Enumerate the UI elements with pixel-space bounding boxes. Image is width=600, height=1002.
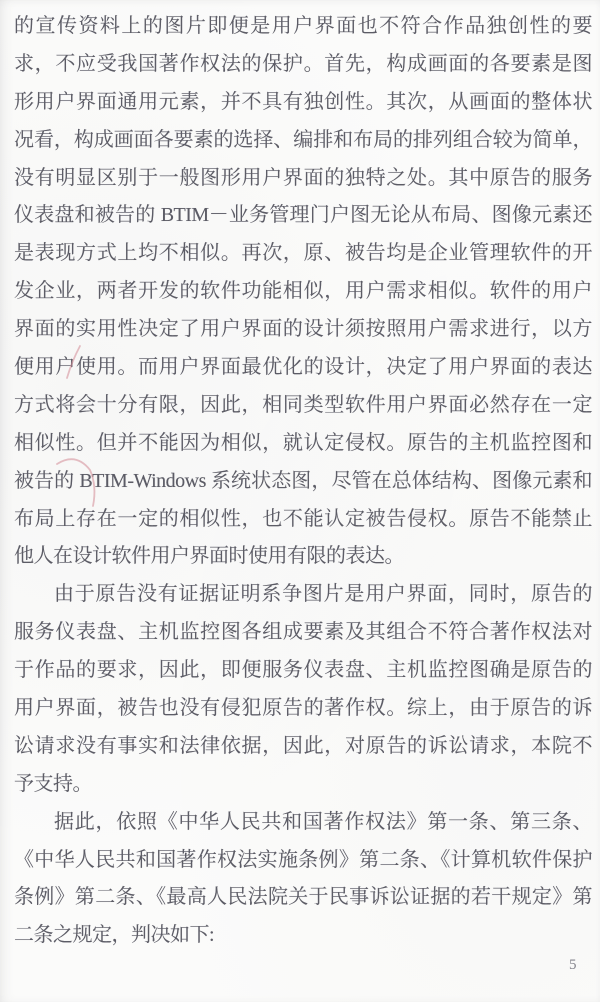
text-line: 方式将会十分有限，因此，相同类型软件用户界面必然存在一定 [14, 393, 592, 416]
text-line: 他人在设计软件用户界面时使用有限的表达。 [14, 545, 404, 568]
judgment-text [14, 8, 592, 955]
text-line: 由于原告没有证据证明系争图片是用户界面，同时，原告的 [54, 583, 592, 606]
text-line: 二条之规定，判决如下: [14, 924, 215, 947]
text-line: 便用户使用。而用户界面最优化的设计，决定了用户界面的表达 [14, 356, 592, 379]
text-line: 界面的实用性决定了用户界面的设计须按照用户需求进行，以方 [14, 318, 592, 341]
text-line: 《中华人民共和国著作权法实施条例》第二条、《计算机软件保护 [14, 848, 592, 871]
text-line: 据此，依照《中华人民共和国著作权法》第一条、第三条、 [54, 810, 592, 833]
page-number: 5 [569, 957, 577, 973]
text-line: 布局上存在一定的相似性，也不能认定被告侵权。原告不能禁止 [14, 507, 592, 530]
text-line: 形用户界面通用元素，并不具有独创性。其次，从画面的整体状 [14, 90, 592, 113]
text-line: 被告的 BTIM-Windows 系统状态图，尽管在总体结构、图像元素和 [14, 469, 592, 492]
text-line: 相似性。但并不能因为相似，就认定侵权。原告的主机监控图和 [14, 431, 592, 454]
text-line: 是表现方式上均不相似。再次，原、被告均是企业管理软件的开 [14, 242, 592, 265]
text-line: 条例》第二条、《最高人民法院关于民事诉讼证据的若干规定》第 [14, 886, 592, 909]
text-line: 没有明显区别于一般图形用户界面的独特之处。其中原告的服务 [14, 166, 592, 189]
text-line: 的宣传资料上的图片即便是用户界面也不符合作品独创性的要 [14, 15, 592, 37]
text-line: 求，不应受我国著作权法的保护。首先，构成画面的各要素是图 [14, 52, 592, 75]
text-line: 予支持。 [14, 772, 92, 795]
text-line: 况看，构成画面各要素的选择、编排和布局的排列组合较为简单， [14, 128, 592, 151]
text-line: 发企业，两者开发的软件功能相似，用户需求相似。软件的用户 [14, 280, 592, 303]
text-line: 仪表盘和被告的 BTIM－业务管理门户图无论从布局、图像元素还 [14, 204, 592, 227]
text-line: 服务仪表盘、主机监控图各组成要素及其组合不符合著作权法对 [14, 621, 592, 644]
text-line: 讼请求没有事实和法律依据，因此，对原告的诉讼请求，本院不 [14, 734, 592, 757]
text-line: 用户界面，被告也没有侵犯原告的著作权。综上，由于原告的诉 [14, 697, 592, 720]
text-line: 于作品的要求，因此，即便服务仪表盘、主机监控图确是原告的 [14, 659, 592, 682]
